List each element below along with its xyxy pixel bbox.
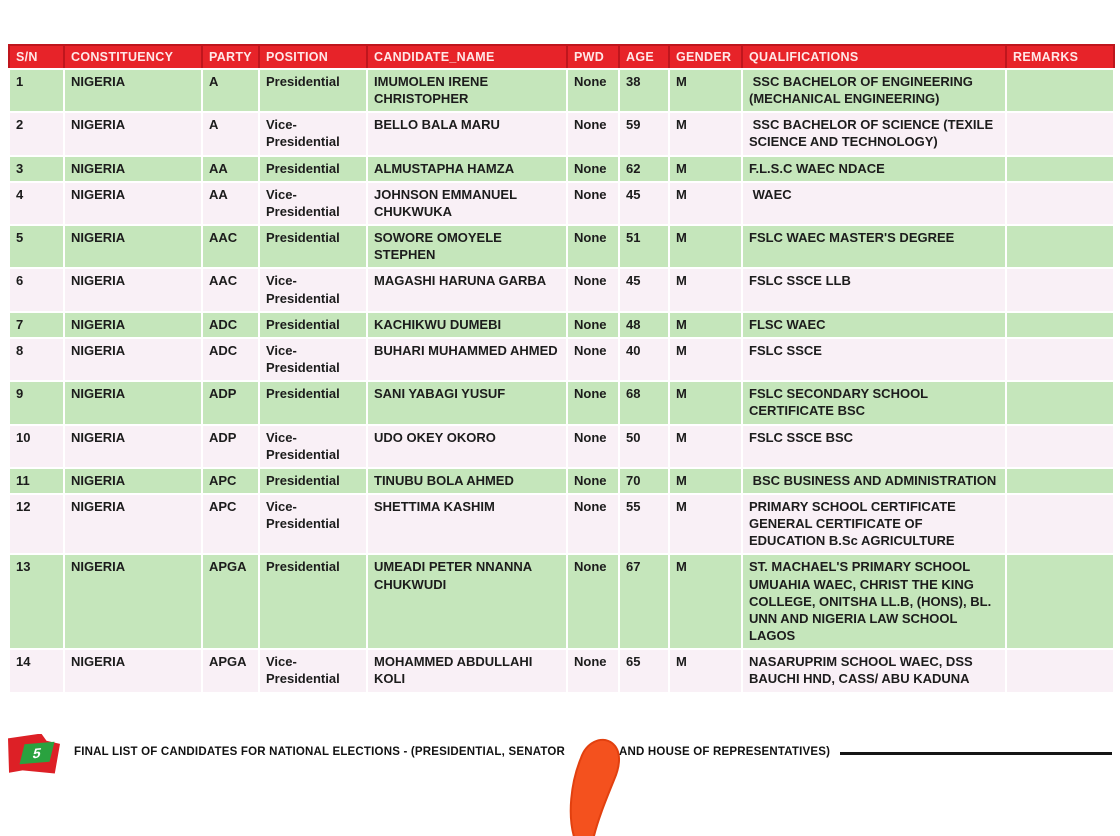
column-header-qualifications: QUALIFICATIONS (742, 45, 1006, 69)
cell-party: ADC (202, 312, 259, 338)
cell-qualifications: SSC BACHELOR OF SCIENCE (TEXILE SCIENCE AND TECHNOLOGY) (742, 112, 1006, 155)
column-header-party: PARTY (202, 45, 259, 69)
cell-candidate_name: UMEADI PETER NNANNA CHUKWUDI (367, 554, 567, 649)
cell-sn: 11 (9, 468, 64, 494)
cell-candidate_name: SANI YABAGI YUSUF (367, 381, 567, 424)
cell-candidate_name: SOWORE OMOYELE STEPHEN (367, 225, 567, 268)
cell-sn: 2 (9, 112, 64, 155)
cell-sn: 6 (9, 268, 64, 311)
table-row (9, 649, 1114, 692)
column-header-position: POSITION (259, 45, 367, 69)
cell-sn: 9 (9, 381, 64, 424)
cell-remarks (1006, 69, 1114, 112)
cell-sn: 14 (9, 649, 64, 692)
cell-remarks (1006, 649, 1114, 692)
cell-remarks (1006, 494, 1114, 554)
cell-candidate_name: ALMUSTAPHA HAMZA (367, 156, 567, 182)
cell-party: APC (202, 494, 259, 554)
page-number-plate (20, 741, 55, 764)
cell-pwd: None (567, 494, 619, 554)
cell-party: APGA (202, 554, 259, 649)
cell-candidate_name: TINUBU BOLA AHMED (367, 468, 567, 494)
cell-pwd: None (567, 112, 619, 155)
cell-remarks (1006, 156, 1114, 182)
cell-constituency: NIGERIA (64, 112, 202, 155)
cell-gender: M (669, 468, 742, 494)
cell-remarks (1006, 425, 1114, 468)
cell-candidate_name: KACHIKWU DUMEBI (367, 312, 567, 338)
cell-sn: 4 (9, 182, 64, 225)
cell-position: Presidential (259, 468, 367, 494)
cell-remarks (1006, 312, 1114, 338)
cell-age: 40 (619, 338, 669, 381)
cell-remarks (1006, 112, 1114, 155)
cell-party: AA (202, 182, 259, 225)
table-row (9, 338, 1114, 381)
table-header-row (9, 45, 1114, 69)
cell-position: Presidential (259, 381, 367, 424)
table-row (9, 425, 1114, 468)
cell-qualifications: WAEC (742, 182, 1006, 225)
cell-sn: 1 (9, 69, 64, 112)
cell-party: AAC (202, 225, 259, 268)
cell-candidate_name: IMUMOLEN IRENE CHRISTOPHER (367, 69, 567, 112)
cell-age: 67 (619, 554, 669, 649)
column-header-remarks: REMARKS (1006, 45, 1114, 69)
column-header-pwd: PWD (567, 45, 619, 69)
cell-age: 65 (619, 649, 669, 692)
cell-sn: 13 (9, 554, 64, 649)
table-row (9, 468, 1114, 494)
cell-constituency: NIGERIA (64, 649, 202, 692)
cell-party: AA (202, 156, 259, 182)
cell-party: APC (202, 468, 259, 494)
cell-pwd: None (567, 312, 619, 338)
cell-party: ADP (202, 425, 259, 468)
cell-qualifications: SSC BACHELOR OF ENGINEERING (MECHANICAL ENGINEERING) (742, 69, 1006, 112)
cell-candidate_name: MOHAMMED ABDULLAHI KOLI (367, 649, 567, 692)
candidates-table (8, 44, 1115, 694)
cell-position: Presidential (259, 69, 367, 112)
cell-pwd: None (567, 338, 619, 381)
column-header-age: AGE (619, 45, 669, 69)
cell-pwd: None (567, 649, 619, 692)
cell-gender: M (669, 649, 742, 692)
cell-gender: M (669, 381, 742, 424)
cell-gender: M (669, 225, 742, 268)
table-row (9, 268, 1114, 311)
cell-position: Vice-Presidential (259, 425, 367, 468)
cell-age: 45 (619, 182, 669, 225)
cell-constituency: NIGERIA (64, 156, 202, 182)
table-row (9, 112, 1114, 155)
cell-candidate_name: SHETTIMA KASHIM (367, 494, 567, 554)
cell-gender: M (669, 312, 742, 338)
cell-qualifications: FSLC SSCE (742, 338, 1006, 381)
cell-party: APGA (202, 649, 259, 692)
cell-sn: 12 (9, 494, 64, 554)
cell-age: 50 (619, 425, 669, 468)
cell-position: Vice-Presidential (259, 649, 367, 692)
cell-qualifications: NASARUPRIM SCHOOL WAEC, DSS BAUCHI HND, CASS/ ABU KADUNA (742, 649, 1006, 692)
cell-candidate_name: JOHNSON EMMANUEL CHUKWUKA (367, 182, 567, 225)
cell-candidate_name: BELLO BALA MARU (367, 112, 567, 155)
cell-age: 59 (619, 112, 669, 155)
column-header-constituency: CONSTITUENCY (64, 45, 202, 69)
cell-pwd: None (567, 156, 619, 182)
cell-qualifications: PRIMARY SCHOOL CERTIFICATE GENERAL CERTIFICATE OF EDUCATION B.Sc AGRICULTURE (742, 494, 1006, 554)
footer-caption-text-right: AND HOUSE OF REPRESENTATIVES) (619, 745, 831, 758)
table-row (9, 156, 1114, 182)
cell-qualifications: FSLC WAEC MASTER'S DEGREE (742, 225, 1006, 268)
cell-pwd: None (567, 554, 619, 649)
column-header-candidate_name: CANDIDATE_NAME (367, 45, 567, 69)
cell-constituency: NIGERIA (64, 225, 202, 268)
table-row (9, 312, 1114, 338)
cell-pwd: None (567, 381, 619, 424)
footer-caption-text-left: FINAL LIST OF CANDIDATES FOR NATIONAL ELECTIONS - (PRESIDENTIAL, SENATOR (74, 745, 566, 758)
cell-party: A (202, 112, 259, 155)
page-number: 5 (31, 744, 43, 761)
cell-remarks (1006, 225, 1114, 268)
cell-sn: 10 (9, 425, 64, 468)
cell-age: 62 (619, 156, 669, 182)
cell-remarks (1006, 268, 1114, 311)
cell-age: 55 (619, 494, 669, 554)
cell-gender: M (669, 112, 742, 155)
table-row (9, 381, 1114, 424)
footer (8, 734, 1112, 774)
cell-sn: 7 (9, 312, 64, 338)
cell-party: ADC (202, 338, 259, 381)
cell-gender: M (669, 338, 742, 381)
cell-position: Presidential (259, 156, 367, 182)
footer-caption (74, 746, 1112, 762)
cell-position: Vice-Presidential (259, 494, 367, 554)
cell-constituency: NIGERIA (64, 338, 202, 381)
cell-gender: M (669, 69, 742, 112)
cell-pwd: None (567, 268, 619, 311)
cell-pwd: None (567, 69, 619, 112)
cell-qualifications: FLSC WAEC (742, 312, 1006, 338)
cell-constituency: NIGERIA (64, 554, 202, 649)
cell-party: ADP (202, 381, 259, 424)
cell-constituency: NIGERIA (64, 381, 202, 424)
cell-position: Vice-Presidential (259, 338, 367, 381)
cell-constituency: NIGERIA (64, 182, 202, 225)
cell-age: 48 (619, 312, 669, 338)
cell-remarks (1006, 182, 1114, 225)
cell-qualifications: BSC BUSINESS AND ADMINISTRATION (742, 468, 1006, 494)
cell-gender: M (669, 182, 742, 225)
cell-age: 51 (619, 225, 669, 268)
cell-candidate_name: UDO OKEY OKORO (367, 425, 567, 468)
cell-age: 45 (619, 268, 669, 311)
table-row (9, 554, 1114, 649)
cell-qualifications: F.L.S.C WAEC NDACE (742, 156, 1006, 182)
cell-qualifications: ST. MACHAEL'S PRIMARY SCHOOL UMUAHIA WAEC, CHRIST THE KING COLLEGE, ONITSHA LL.B, (HONS), BL. UNN AND NIGERIA LAW SCHOOL LAGOS (742, 554, 1006, 649)
cell-pwd: None (567, 468, 619, 494)
cell-constituency: NIGERIA (64, 425, 202, 468)
cell-position: Presidential (259, 554, 367, 649)
cell-constituency: NIGERIA (64, 268, 202, 311)
cell-gender: M (669, 494, 742, 554)
footer-rule (840, 752, 1112, 755)
cell-qualifications: FSLC SSCE LLB (742, 268, 1006, 311)
cell-sn: 3 (9, 156, 64, 182)
cell-gender: M (669, 554, 742, 649)
cell-sn: 8 (9, 338, 64, 381)
cell-candidate_name: BUHARI MUHAMMED AHMED (367, 338, 567, 381)
cell-age: 70 (619, 468, 669, 494)
cell-party: A (202, 69, 259, 112)
cell-candidate_name: MAGASHI HARUNA GARBA (367, 268, 567, 311)
cell-pwd: None (567, 425, 619, 468)
cell-remarks (1006, 468, 1114, 494)
page-number-badge (8, 734, 60, 774)
cell-pwd: None (567, 225, 619, 268)
cell-position: Presidential (259, 312, 367, 338)
table-row (9, 225, 1114, 268)
column-header-gender: GENDER (669, 45, 742, 69)
cell-gender: M (669, 156, 742, 182)
cell-position: Vice-Presidential (259, 112, 367, 155)
cell-age: 68 (619, 381, 669, 424)
cell-remarks (1006, 338, 1114, 381)
column-header-sn: S/N (9, 45, 64, 69)
cell-constituency: NIGERIA (64, 494, 202, 554)
cell-constituency: NIGERIA (64, 69, 202, 112)
cell-qualifications: FSLC SECONDARY SCHOOL CERTIFICATE BSC (742, 381, 1006, 424)
table-row (9, 494, 1114, 554)
cell-gender: M (669, 425, 742, 468)
cell-constituency: NIGERIA (64, 312, 202, 338)
cell-remarks (1006, 554, 1114, 649)
cell-sn: 5 (9, 225, 64, 268)
cell-constituency: NIGERIA (64, 468, 202, 494)
orange-swoosh-icon (565, 746, 619, 762)
cell-gender: M (669, 268, 742, 311)
table-row (9, 182, 1114, 225)
cell-position: Presidential (259, 225, 367, 268)
cell-party: AAC (202, 268, 259, 311)
table-row (9, 69, 1114, 112)
cell-qualifications: FSLC SSCE BSC (742, 425, 1006, 468)
cell-age: 38 (619, 69, 669, 112)
cell-position: Vice-Presidential (259, 182, 367, 225)
cell-remarks (1006, 381, 1114, 424)
cell-position: Vice-Presidential (259, 268, 367, 311)
cell-pwd: None (567, 182, 619, 225)
